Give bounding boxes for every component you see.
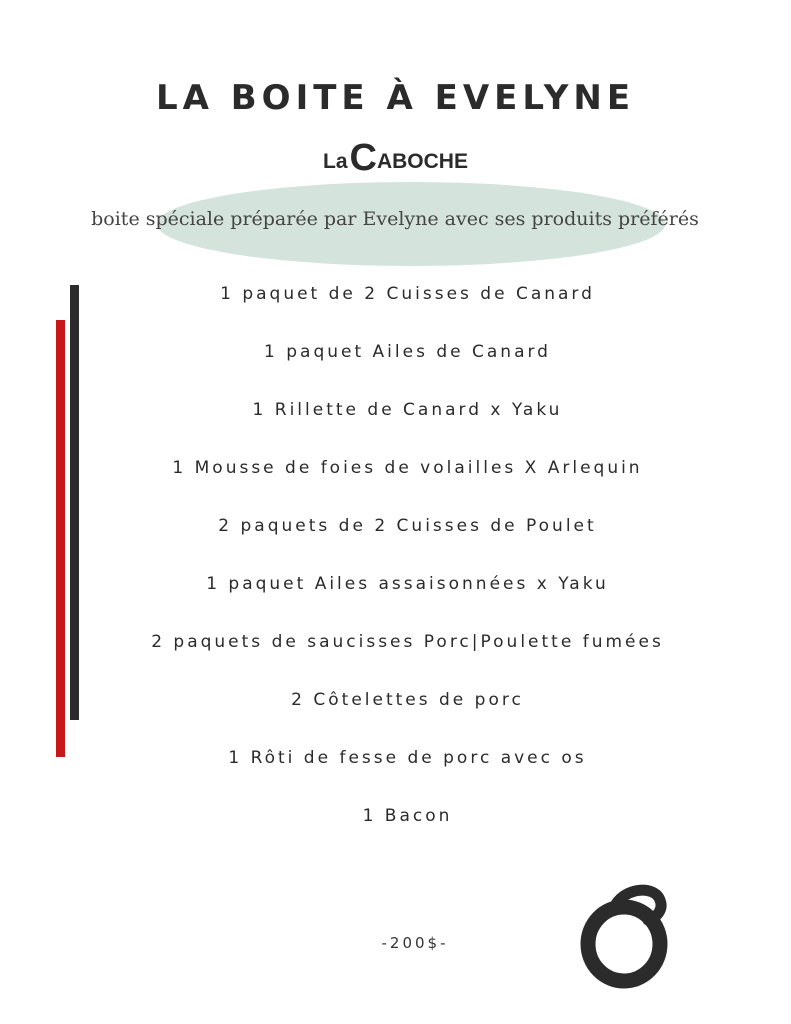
list-item: 2 Côtelettes de porc	[291, 690, 524, 710]
list-item: 1 Mousse de foies de volailles X Arlequin	[172, 458, 643, 478]
brand-la: La	[323, 150, 348, 173]
list-item: 2 paquets de 2 Cuisses de Poulet	[218, 516, 597, 536]
brand-logo	[0, 138, 791, 184]
list-item: 1 paquet Ailes assaisonnées x Yaku	[206, 574, 609, 594]
brand-c: C	[349, 137, 377, 179]
list-item: 1 Rillette de Canard x Yaku	[252, 400, 563, 420]
price: -200$-	[381, 934, 449, 952]
page-title: LA BOITE À EVELYNE	[155, 78, 636, 118]
list-item: 1 Bacon	[362, 806, 453, 826]
list-item: 1 paquet de 2 Cuisses de Canard	[220, 284, 595, 304]
subtitle	[0, 208, 791, 230]
list-item: 1 Rôti de fesse de porc avec os	[228, 748, 587, 768]
subtitle-text: boite spéciale préparée par Evelyne avec ses produits préférés	[91, 208, 699, 230]
logo-mark-icon	[574, 880, 684, 990]
product-list	[0, 280, 791, 860]
list-item: 2 paquets de saucisses Porc|Poulette fumées	[151, 632, 664, 652]
list-item: 1 paquet Ailes de Canard	[264, 342, 551, 362]
brand-rest: ABOCHE	[376, 150, 468, 173]
